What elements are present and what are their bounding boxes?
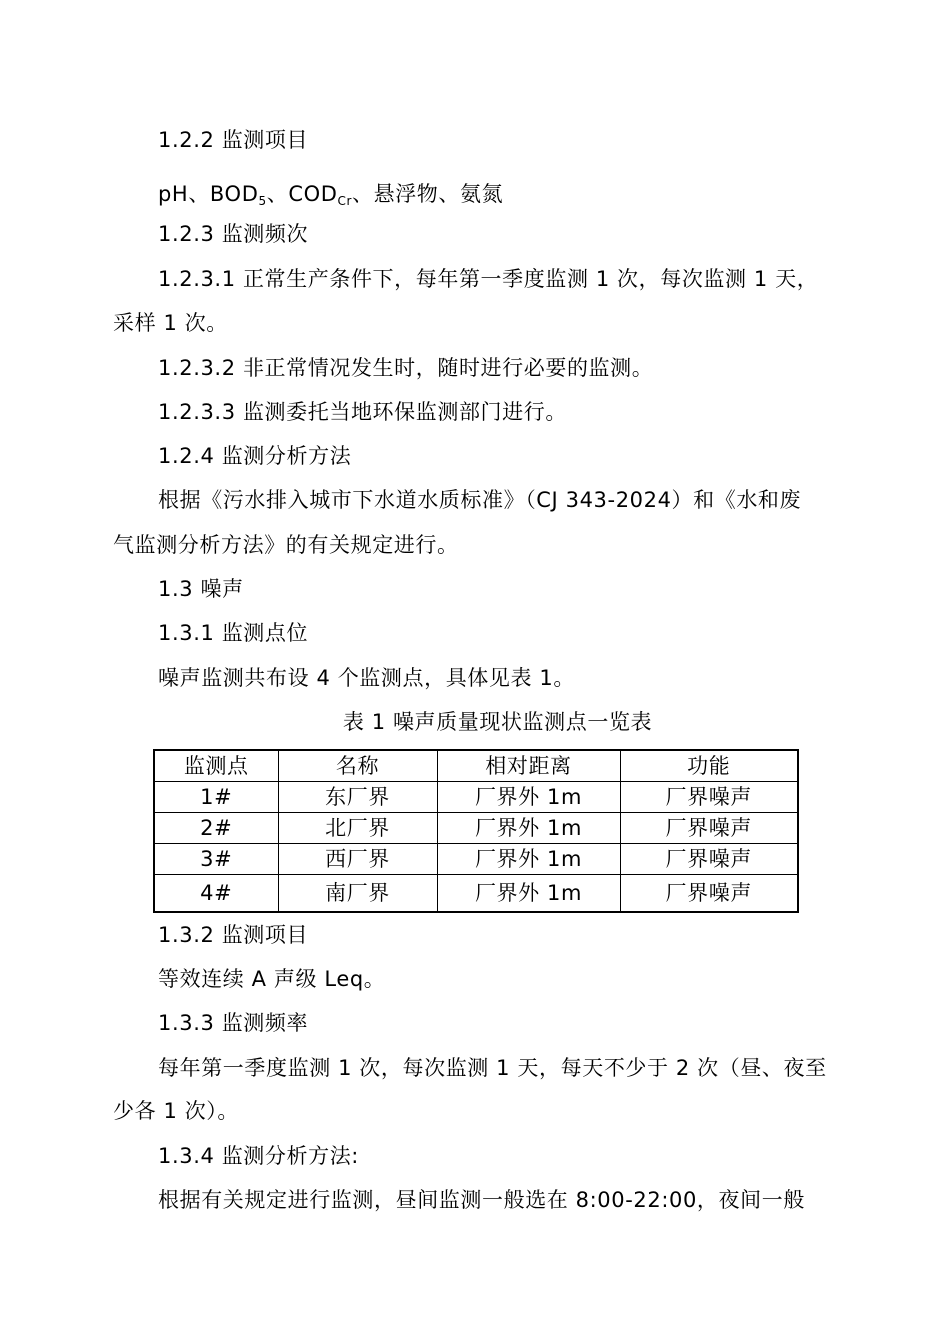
para-freq-line2: 少各 1 次）。 bbox=[113, 1099, 240, 1123]
para-1-2-3-1-line1: 1.2.3.1 正常生产条件下，每年第一季度监测 1 次，每次监测 1 天， bbox=[158, 267, 819, 291]
table-caption: 表 1 噪声质量现状监测点一览表 bbox=[342, 710, 653, 734]
items-text-c: 、悬浮物、氨氮 bbox=[352, 182, 504, 206]
heading-1-2-2: 1.2.2 监测项目 bbox=[158, 128, 309, 152]
table-cell: 厂界外 1m bbox=[437, 875, 620, 913]
bod-subscript: 5 bbox=[258, 194, 267, 208]
para-freq-line1: 每年第一季度监测 1 次，每次监测 1 天，每天不少于 2 次（昼、夜至 bbox=[158, 1056, 827, 1080]
para-1-2-3-1-line2: 采样 1 次。 bbox=[113, 311, 228, 335]
table-cell: 厂界噪声 bbox=[620, 844, 798, 875]
table-cell: 2# bbox=[154, 813, 278, 844]
table-row bbox=[154, 875, 798, 913]
items-text-a: pH、BOD bbox=[158, 182, 259, 206]
table-cell: 厂界外 1m bbox=[437, 782, 620, 813]
noise-monitoring-table bbox=[153, 749, 799, 913]
header-cell: 监测点 bbox=[154, 750, 278, 782]
table-cell: 厂界噪声 bbox=[620, 875, 798, 913]
para-method-line1: 根据《污水排入城市下水道水质标准》（CJ 343-2024）和《水和废 bbox=[158, 488, 802, 512]
para-1-2-3-3: 1.2.3.3 监测委托当地环保监测部门进行。 bbox=[158, 400, 567, 424]
table-cell: 4# bbox=[154, 875, 278, 913]
table-cell: 厂界噪声 bbox=[620, 782, 798, 813]
para-points: 噪声监测共布设 4 个监测点，具体见表 1。 bbox=[158, 666, 575, 690]
table-header-row bbox=[154, 750, 798, 782]
header-cell: 相对距离 bbox=[437, 750, 620, 782]
table-row bbox=[154, 844, 798, 875]
table-row bbox=[154, 813, 798, 844]
heading-1-2-4: 1.2.4 监测分析方法 bbox=[158, 444, 352, 468]
header-cell: 名称 bbox=[278, 750, 437, 782]
table-cell: 厂界外 1m bbox=[437, 813, 620, 844]
heading-1-3-3: 1.3.3 监测频率 bbox=[158, 1011, 309, 1035]
table-cell: 3# bbox=[154, 844, 278, 875]
heading-1-2-3: 1.2.3 监测频次 bbox=[158, 222, 309, 246]
heading-1-3-4: 1.3.4 监测分析方法: bbox=[158, 1144, 359, 1168]
para-method-line2: 气监测分析方法》的有关规定进行。 bbox=[113, 533, 459, 557]
cod-subscript: Cr bbox=[337, 194, 352, 208]
monitoring-items-water bbox=[158, 180, 503, 211]
table-cell: 东厂界 bbox=[278, 782, 437, 813]
items-text-b: 、COD bbox=[266, 182, 338, 206]
heading-1-3-1: 1.3.1 监测点位 bbox=[158, 621, 309, 645]
para-last-line: 根据有关规定进行监测，昼间监测一般选在 8:00-22:00，夜间一般 bbox=[158, 1188, 805, 1212]
heading-1-3: 1.3 噪声 bbox=[158, 577, 244, 601]
para-leq: 等效连续 A 声级 Leq。 bbox=[158, 967, 386, 991]
table-cell: 厂界噪声 bbox=[620, 813, 798, 844]
table-cell: 1# bbox=[154, 782, 278, 813]
heading-1-3-2: 1.3.2 监测项目 bbox=[158, 923, 309, 947]
table-row bbox=[154, 782, 798, 813]
header-cell: 功能 bbox=[620, 750, 798, 782]
table-cell: 南厂界 bbox=[278, 875, 437, 913]
table-cell: 厂界外 1m bbox=[437, 844, 620, 875]
table-cell: 北厂界 bbox=[278, 813, 437, 844]
para-1-2-3-2: 1.2.3.2 非正常情况发生时，随时进行必要的监测。 bbox=[158, 356, 654, 380]
table-cell: 西厂界 bbox=[278, 844, 437, 875]
